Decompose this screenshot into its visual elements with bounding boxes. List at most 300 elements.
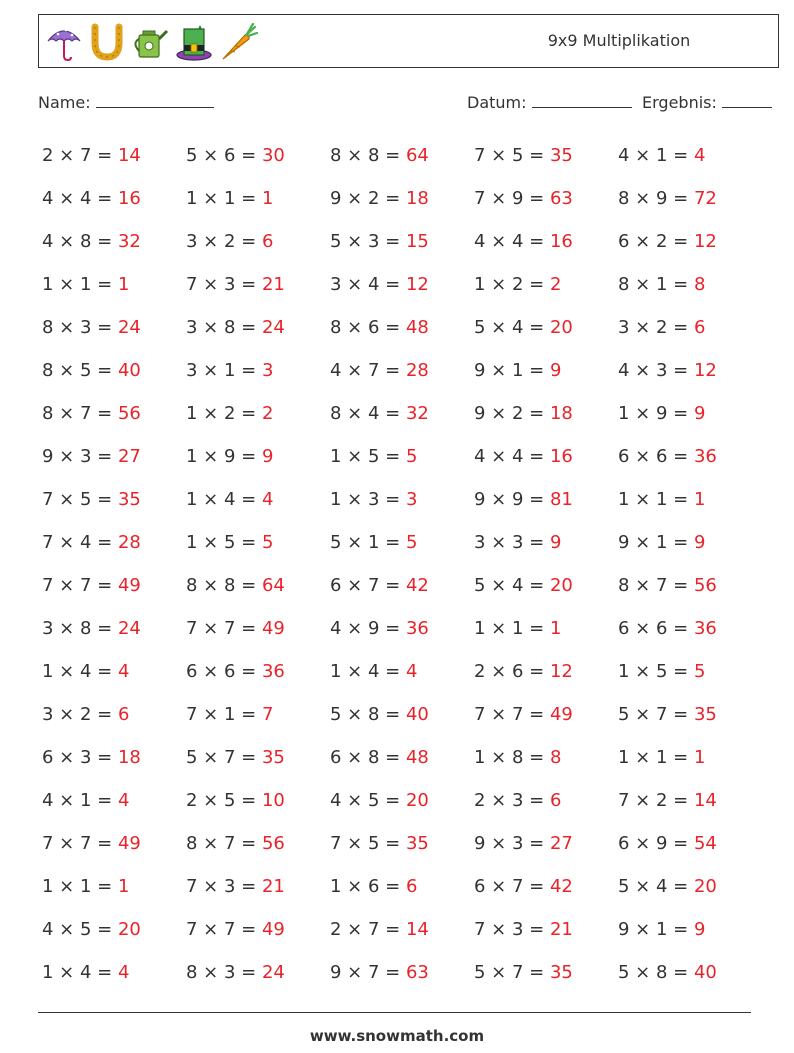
problem-question: 1 × 1 = [42, 876, 118, 897]
problem-answer: 4 [405, 661, 418, 682]
student-info-row [0, 92, 794, 114]
problem-answer: 6 [261, 231, 274, 252]
problem-item [186, 392, 330, 435]
leprechaun-hat-icon [175, 21, 213, 63]
problem-answer: 12 [549, 661, 573, 682]
problem-answer: 56 [693, 575, 717, 596]
problem-item [474, 392, 618, 435]
problem-answer: 20 [549, 317, 573, 338]
problem-item [618, 220, 762, 263]
problem-question: 4 × 4 = [474, 231, 550, 252]
problem-answer: 9 [549, 360, 562, 381]
problem-answer: 7 [261, 704, 274, 725]
problem-question: 7 × 7 = [186, 618, 262, 639]
problem-answer: 21 [549, 919, 573, 940]
problem-item [186, 263, 330, 306]
problem-item [618, 435, 762, 478]
problem-question: 7 × 2 = [618, 790, 694, 811]
problem-answer: 14 [693, 790, 717, 811]
problem-item [618, 607, 762, 650]
problem-item [330, 607, 474, 650]
problem-answer: 9 [693, 403, 706, 424]
problem-item [42, 177, 186, 220]
problem-answer: 2 [261, 403, 274, 424]
problem-question: 3 × 4 = [330, 274, 406, 295]
problem-item [42, 822, 186, 865]
result-field[interactable] [642, 92, 772, 112]
problem-question: 7 × 1 = [186, 704, 262, 725]
problem-item [186, 220, 330, 263]
problem-answer: 42 [405, 575, 429, 596]
problem-question: 4 × 1 = [618, 145, 694, 166]
problem-question: 8 × 8 = [330, 145, 406, 166]
problem-item [618, 822, 762, 865]
problem-question: 1 × 4 = [42, 962, 118, 983]
problem-question: 9 × 3 = [42, 446, 118, 467]
problem-item [474, 822, 618, 865]
problem-item [42, 693, 186, 736]
problem-answer: 56 [261, 833, 285, 854]
problem-item [618, 951, 762, 994]
problem-answer: 9 [549, 532, 562, 553]
problem-question: 1 × 4 = [42, 661, 118, 682]
problem-answer: 20 [117, 919, 141, 940]
problem-item [42, 134, 186, 177]
problem-question: 7 × 7 = [186, 919, 262, 940]
problem-item [42, 349, 186, 392]
problem-answer: 48 [405, 747, 429, 768]
problem-question: 7 × 7 = [474, 704, 550, 725]
problem-item [474, 220, 618, 263]
problem-answer: 20 [549, 575, 573, 596]
problem-answer: 42 [549, 876, 573, 897]
problem-question: 1 × 1 = [186, 188, 262, 209]
problem-question: 1 × 9 = [186, 446, 262, 467]
problem-answer: 6 [549, 790, 562, 811]
problem-item [330, 736, 474, 779]
problem-item [186, 607, 330, 650]
problem-question: 6 × 2 = [618, 231, 694, 252]
problem-answer: 6 [693, 317, 706, 338]
problem-answer: 16 [549, 446, 573, 467]
problem-question: 8 × 9 = [618, 188, 694, 209]
problem-item [618, 693, 762, 736]
date-blank[interactable] [532, 92, 632, 108]
carrot-icon [219, 21, 259, 63]
problem-item [330, 564, 474, 607]
problem-question: 6 × 6 = [618, 446, 694, 467]
problem-item [186, 521, 330, 564]
problem-question: 6 × 8 = [330, 747, 406, 768]
problem-question: 5 × 4 = [618, 876, 694, 897]
problem-item [474, 435, 618, 478]
date-field[interactable] [467, 92, 632, 112]
problem-item [330, 349, 474, 392]
problem-question: 8 × 8 = [186, 575, 262, 596]
problem-question: 5 × 4 = [474, 317, 550, 338]
problem-answer: 40 [693, 962, 717, 983]
problem-question: 1 × 2 = [186, 403, 262, 424]
problem-answer: 4 [117, 962, 130, 983]
name-field[interactable] [38, 92, 214, 112]
problem-question: 3 × 1 = [186, 360, 262, 381]
problem-question: 4 × 7 = [330, 360, 406, 381]
problem-item [474, 650, 618, 693]
problem-question: 3 × 8 = [186, 317, 262, 338]
problem-answer: 6 [117, 704, 130, 725]
problem-item [186, 693, 330, 736]
problem-item [42, 736, 186, 779]
problem-item [330, 220, 474, 263]
problem-item [474, 349, 618, 392]
problem-item [42, 478, 186, 521]
problem-answer: 81 [549, 489, 573, 510]
problem-answer: 48 [405, 317, 429, 338]
problem-answer: 9 [261, 446, 274, 467]
problem-question: 2 × 5 = [186, 790, 262, 811]
problem-answer: 9 [693, 919, 706, 940]
problem-answer: 49 [261, 618, 285, 639]
problem-item [42, 306, 186, 349]
problem-answer: 5 [405, 532, 418, 553]
problem-item [42, 435, 186, 478]
problem-item [186, 435, 330, 478]
problem-answer: 49 [261, 919, 285, 940]
problem-answer: 6 [405, 876, 418, 897]
problem-question: 7 × 9 = [474, 188, 550, 209]
problem-question: 5 × 8 = [330, 704, 406, 725]
problem-question: 5 × 6 = [186, 145, 262, 166]
problem-item [474, 564, 618, 607]
problem-question: 1 × 9 = [618, 403, 694, 424]
problem-question: 1 × 3 = [330, 489, 406, 510]
problem-answer: 1 [693, 489, 706, 510]
problem-answer: 40 [117, 360, 141, 381]
problem-item [186, 478, 330, 521]
problem-question: 8 × 6 = [330, 317, 406, 338]
problem-answer: 24 [261, 317, 285, 338]
problem-answer: 12 [693, 360, 717, 381]
problem-answer: 30 [261, 145, 285, 166]
problem-answer: 49 [117, 833, 141, 854]
problem-item [42, 564, 186, 607]
problem-item [186, 306, 330, 349]
problem-answer: 20 [693, 876, 717, 897]
problem-answer: 4 [117, 790, 130, 811]
watering-can-icon [131, 21, 169, 63]
problem-answer: 14 [405, 919, 429, 940]
problem-answer: 1 [117, 876, 130, 897]
problem-answer: 1 [549, 618, 562, 639]
problem-question: 9 × 2 = [330, 188, 406, 209]
problem-question: 3 × 8 = [42, 618, 118, 639]
problem-question: 2 × 3 = [474, 790, 550, 811]
problem-item [474, 306, 618, 349]
problem-question: 2 × 7 = [42, 145, 118, 166]
problem-item [330, 263, 474, 306]
problem-item [330, 822, 474, 865]
problem-question: 3 × 2 = [186, 231, 262, 252]
problem-item [618, 478, 762, 521]
problem-answer: 14 [117, 145, 141, 166]
problem-answer: 12 [693, 231, 717, 252]
problem-answer: 49 [117, 575, 141, 596]
footer-divider [38, 1012, 751, 1013]
problem-question: 4 × 9 = [330, 618, 406, 639]
problem-item [474, 951, 618, 994]
problem-question: 2 × 7 = [330, 919, 406, 940]
worksheet-title: 9x9 Multiplikation [547, 31, 691, 50]
date-label: Datum: [467, 93, 527, 112]
problem-question: 9 × 1 = [618, 919, 694, 940]
problem-item [618, 306, 762, 349]
problem-item [618, 779, 762, 822]
problem-answer: 9 [693, 532, 706, 553]
problem-answer: 4 [117, 661, 130, 682]
name-blank[interactable] [96, 92, 214, 108]
problem-answer: 1 [693, 747, 706, 768]
problem-item [474, 607, 618, 650]
problem-item [618, 349, 762, 392]
problem-item [186, 736, 330, 779]
problem-answer: 18 [549, 403, 573, 424]
problem-item [42, 521, 186, 564]
problem-answer: 18 [405, 188, 429, 209]
problem-answer: 4 [261, 489, 274, 510]
problem-question: 3 × 3 = [474, 532, 550, 553]
problem-question: 4 × 3 = [618, 360, 694, 381]
problem-item [618, 736, 762, 779]
problem-answer: 24 [117, 317, 141, 338]
problem-answer: 8 [693, 274, 706, 295]
horseshoe-icon [89, 21, 125, 63]
problem-question: 5 × 1 = [330, 532, 406, 553]
problem-answer: 20 [405, 790, 429, 811]
problem-answer: 35 [405, 833, 429, 854]
problem-question: 8 × 7 = [186, 833, 262, 854]
problem-item [42, 392, 186, 435]
problem-question: 8 × 1 = [618, 274, 694, 295]
problem-answer: 18 [117, 747, 141, 768]
problem-item [330, 177, 474, 220]
problem-question: 1 × 4 = [330, 661, 406, 682]
problem-answer: 12 [405, 274, 429, 295]
problem-answer: 16 [117, 188, 141, 209]
problem-question: 9 × 1 = [618, 532, 694, 553]
problem-question: 6 × 7 = [474, 876, 550, 897]
problem-question: 1 × 5 = [330, 446, 406, 467]
problem-answer: 1 [261, 188, 274, 209]
problem-question: 1 × 8 = [474, 747, 550, 768]
problem-question: 5 × 7 = [186, 747, 262, 768]
problem-question: 7 × 5 = [474, 145, 550, 166]
problem-item [330, 650, 474, 693]
problem-item [618, 263, 762, 306]
problem-answer: 5 [405, 446, 418, 467]
problem-question: 5 × 7 = [474, 962, 550, 983]
problem-answer: 5 [261, 532, 274, 553]
problem-question: 9 × 2 = [474, 403, 550, 424]
problem-answer: 35 [261, 747, 285, 768]
problem-question: 6 × 7 = [330, 575, 406, 596]
problem-question: 9 × 3 = [474, 833, 550, 854]
problem-item [618, 865, 762, 908]
problem-question: 8 × 3 = [186, 962, 262, 983]
problem-item [42, 865, 186, 908]
problem-question: 4 × 1 = [42, 790, 118, 811]
problem-answer: 27 [117, 446, 141, 467]
problem-grid [42, 134, 762, 994]
problem-item [474, 736, 618, 779]
result-blank[interactable] [722, 92, 772, 108]
problem-answer: 63 [405, 962, 429, 983]
problem-item [330, 134, 474, 177]
problem-item [330, 392, 474, 435]
problem-item [186, 134, 330, 177]
problem-question: 7 × 3 = [186, 876, 262, 897]
problem-question: 4 × 5 = [330, 790, 406, 811]
problem-item [330, 478, 474, 521]
problem-question: 8 × 4 = [330, 403, 406, 424]
problem-item [618, 134, 762, 177]
problem-answer: 2 [549, 274, 562, 295]
problem-question: 5 × 8 = [618, 962, 694, 983]
problem-answer: 36 [693, 618, 717, 639]
problem-answer: 49 [549, 704, 573, 725]
problem-question: 4 × 4 = [42, 188, 118, 209]
problem-answer: 64 [261, 575, 285, 596]
problem-item [618, 521, 762, 564]
problem-item [186, 908, 330, 951]
problem-question: 8 × 7 = [618, 575, 694, 596]
problem-question: 6 × 6 = [186, 661, 262, 682]
problem-item [330, 865, 474, 908]
problem-question: 7 × 7 = [42, 575, 118, 596]
problem-question: 7 × 5 = [330, 833, 406, 854]
header-icons [45, 21, 259, 63]
problem-item [474, 263, 618, 306]
problem-answer: 8 [549, 747, 562, 768]
problem-question: 1 × 1 = [618, 489, 694, 510]
footer-website: www.snowmath.com [309, 1027, 485, 1045]
problem-answer: 24 [117, 618, 141, 639]
problem-answer: 16 [549, 231, 573, 252]
problem-answer: 28 [405, 360, 429, 381]
problem-item [618, 908, 762, 951]
problem-question: 4 × 8 = [42, 231, 118, 252]
problem-answer: 21 [261, 876, 285, 897]
problem-question: 8 × 7 = [42, 403, 118, 424]
problem-question: 5 × 7 = [618, 704, 694, 725]
problem-item [618, 392, 762, 435]
problem-answer: 27 [549, 833, 573, 854]
problem-item [330, 908, 474, 951]
problem-question: 9 × 9 = [474, 489, 550, 510]
problem-answer: 4 [693, 145, 706, 166]
problem-item [330, 306, 474, 349]
problem-question: 4 × 5 = [42, 919, 118, 940]
problem-answer: 15 [405, 231, 429, 252]
problem-answer: 10 [261, 790, 285, 811]
problem-answer: 54 [693, 833, 717, 854]
problem-question: 7 × 5 = [42, 489, 118, 510]
problem-question: 4 × 4 = [474, 446, 550, 467]
problem-item [330, 521, 474, 564]
problem-answer: 3 [261, 360, 274, 381]
problem-answer: 64 [405, 145, 429, 166]
name-label: Name: [38, 93, 91, 112]
problem-item [186, 822, 330, 865]
problem-item [474, 908, 618, 951]
problem-item [186, 349, 330, 392]
problem-question: 7 × 3 = [186, 274, 262, 295]
problem-item [330, 951, 474, 994]
problem-question: 5 × 4 = [474, 575, 550, 596]
problem-answer: 5 [693, 661, 706, 682]
problem-answer: 3 [405, 489, 418, 510]
umbrella-icon [45, 21, 83, 63]
problem-item [42, 779, 186, 822]
problem-item [618, 177, 762, 220]
problem-question: 8 × 3 = [42, 317, 118, 338]
problem-question: 5 × 3 = [330, 231, 406, 252]
problem-question: 1 × 1 = [618, 747, 694, 768]
problem-answer: 32 [405, 403, 429, 424]
problem-question: 1 × 1 = [42, 274, 118, 295]
problem-item [186, 951, 330, 994]
problem-item [186, 779, 330, 822]
problem-question: 9 × 7 = [330, 962, 406, 983]
problem-question: 8 × 5 = [42, 360, 118, 381]
problem-item [330, 435, 474, 478]
problem-item [186, 865, 330, 908]
problem-item [330, 779, 474, 822]
problem-answer: 21 [261, 274, 285, 295]
problem-item [186, 177, 330, 220]
problem-item [42, 951, 186, 994]
problem-answer: 35 [117, 489, 141, 510]
problem-item [42, 220, 186, 263]
problem-question: 1 × 1 = [474, 618, 550, 639]
problem-item [42, 263, 186, 306]
problem-item [42, 650, 186, 693]
problem-answer: 1 [117, 274, 130, 295]
problem-question: 6 × 3 = [42, 747, 118, 768]
problem-question: 3 × 2 = [42, 704, 118, 725]
problem-item [186, 564, 330, 607]
problem-question: 1 × 6 = [330, 876, 406, 897]
problem-question: 7 × 4 = [42, 532, 118, 553]
problem-answer: 72 [693, 188, 717, 209]
problem-item [474, 779, 618, 822]
problem-answer: 56 [117, 403, 141, 424]
problem-item [42, 607, 186, 650]
problem-item [42, 908, 186, 951]
problem-item [186, 650, 330, 693]
problem-question: 9 × 1 = [474, 360, 550, 381]
problem-item [618, 564, 762, 607]
problem-answer: 35 [549, 145, 573, 166]
problem-answer: 35 [693, 704, 717, 725]
problem-question: 3 × 2 = [618, 317, 694, 338]
problem-answer: 28 [117, 532, 141, 553]
problem-question: 1 × 5 = [186, 532, 262, 553]
problem-item [618, 650, 762, 693]
problem-question: 6 × 6 = [618, 618, 694, 639]
problem-answer: 40 [405, 704, 429, 725]
problem-item [474, 693, 618, 736]
problem-item [474, 865, 618, 908]
